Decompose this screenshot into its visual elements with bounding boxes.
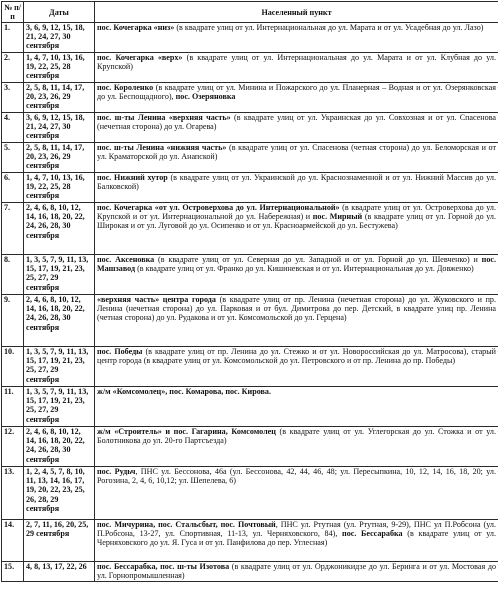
row-settlement [95, 387, 499, 427]
row-number: 3. [2, 83, 24, 113]
row-settlement [95, 295, 499, 347]
street-range: (в квадрате улиц от ул. Орджоникидзе до ул. Беринга и от ул. Мостовая до ул. Горнопромышленная) [97, 562, 496, 581]
table-header-row [2, 2, 499, 23]
settlement-name: пос. Кочегарка «от ул. Островерхова до ул. Интернациональной» [97, 203, 340, 212]
row-settlement [95, 143, 499, 173]
street-range: (в квадрате улиц от ул. Северная до ул. Западной и от ул. Горной до ул. Шевченко) и [154, 255, 482, 264]
row-dates: 1, 3, 5, 7, 9, 11, 13, 15, 17, 19, 21, 23, 25, 27, 29 сентября [24, 387, 95, 427]
street-range: (в квадрате улиц от ул. Украинской до ул. Краснознаменной и от ул. Нижний Массив до ул. Балковской) [97, 173, 496, 192]
row-number: 5. [2, 143, 24, 173]
row-number: 2. [2, 53, 24, 83]
settlement-name: пос. Аксеновка [97, 255, 155, 264]
settlement-name: пос. Короленко [97, 83, 154, 92]
row-settlement [95, 427, 499, 467]
table-row [2, 113, 499, 143]
table-body [2, 23, 499, 582]
row-number: 10. [2, 347, 24, 387]
row-settlement [95, 562, 499, 582]
street-range: (в квадрате улиц от ул. Минина и Пожарского до ул. Планерная – Водная и от ул. Озерянковская до ул. Беспощадного), [97, 83, 496, 102]
street-range: (в квадрате улиц от ул. Франко до ул. Кишиневская и от ул. Интернациональная до ул. Довженко) [135, 264, 474, 274]
settlement-name: пос. Рудьч [97, 467, 136, 476]
settlement-name: ж/м «Строитель» и пос. Гагарина, Комсомолец [97, 427, 276, 436]
row-number: 9. [2, 295, 24, 347]
street-range: (в квадрате улиц от ул. Интернациональная до ул. Марата и от ул. Клубная до ул. Крупской) [97, 53, 496, 72]
settlement-name: пос. ш-ты Ленина «нижняя часть» [97, 143, 227, 152]
water-schedule-table [1, 1, 498, 582]
row-settlement [95, 347, 499, 387]
row-settlement [95, 23, 499, 53]
street-range: , ПНС ул. Бессонова, 46а (ул. Бессонова, 42, 44, 46, 48; ул. Пересыпкина, 10, 12, 14, 16, 18, 20; ул. Рогозина, 2, 4, 6, 10,12; ул. Шепелева, 6) [97, 467, 496, 486]
settlement-name: пос. Кочегарка «низ» [97, 23, 175, 32]
street-range: (в квадрате улиц от ул. Украинская до ул. Совхозная и от ул. Спасенова (нечетная сторона) до ул. Огарева) [97, 113, 496, 132]
settlement-name: пос. Машзавод [97, 255, 496, 274]
row-number: 11. [2, 387, 24, 427]
row-number: 15. [2, 562, 24, 582]
street-range: (в квадрате улиц от ул. Спасенова (четная сторона) до ул. Беломорская и от ул. Краматорской до ул. Анапской) [97, 143, 496, 162]
table-row [2, 520, 499, 562]
table-row [2, 53, 499, 83]
table-row [2, 562, 499, 582]
table-row [2, 347, 499, 387]
settlement-name: пос. Победы [97, 347, 143, 356]
street-range: (в квадрате улиц от ул. Черняховского до ул. Я. Гуса и от ул. Панфилова до пер. Углесная) [97, 529, 496, 548]
row-dates: 2, 4, 6, 8, 10, 12, 14, 16, 18, 20, 22, 24, 26, 28, 30 сентября [24, 427, 95, 467]
row-number: 8. [2, 255, 24, 295]
row-dates: 3, 6, 9, 12, 15, 18, 21, 24, 27, 30 сентября [24, 23, 95, 53]
table-row [2, 295, 499, 347]
table-row [2, 427, 499, 467]
row-settlement [95, 467, 499, 520]
row-settlement [95, 255, 499, 295]
header-settlement: Населенный пункт [95, 2, 499, 23]
row-settlement [95, 173, 499, 203]
header-dates: Даты [24, 2, 95, 23]
row-dates: 1, 4, 7, 10, 13, 16, 19, 22, 25, 28 сентября [24, 173, 95, 203]
street-range: (в квадрате улиц от пр. Ленина (нечетная сторона) до ул. Жуковского и пр. Ленина (нечетная сторона) до ул. Парковая и от бул. Димитрова до пер. Детский, в квадрате улиц пр. Ленина (четная сторона) до ул. Рудакова и от ул. Комсомольской до ул. Герцена) [97, 295, 496, 323]
settlement-name: пос. Мирный [312, 212, 363, 222]
row-number: 14. [2, 520, 24, 562]
row-settlement [95, 203, 499, 255]
settlement-name: пос. Бессарабка [342, 529, 403, 539]
row-dates: 2, 7, 11, 16, 20, 25, 29 сентября [24, 520, 95, 562]
row-number: 6. [2, 173, 24, 203]
table-row [2, 83, 499, 113]
row-dates: 2, 5, 8, 11, 14, 17, 20, 23, 26, 29 сентября [24, 143, 95, 173]
row-settlement [95, 520, 499, 562]
row-dates: 2, 4, 6, 8, 10, 12, 14, 16, 18, 20, 22, 24, 26, 28, 30 сентября [24, 295, 95, 347]
settlement-name: пос. Бессарабка, пос. ш-ты Изотова [97, 562, 230, 571]
table-row [2, 387, 499, 427]
table-row [2, 173, 499, 203]
settlement-name: пос. ш-ты Ленина «верхняя часть» [97, 113, 231, 122]
street-range: , ПНС ул. Ртутная (ул. Ртутная, 9-29), ПНС ул П.Робсона (ул. П.Робсона, 13-27, ул. Спортивная, 11-13, ул. Черняховского, 84), [97, 520, 496, 539]
table-row [2, 23, 499, 53]
row-settlement [95, 53, 499, 83]
settlement-name: ж/м «Комсомолец», пос. Комарова, пос. Кирова. [97, 387, 271, 396]
street-range: (в квадрате улиц от ул. Горной до ул. Широкая и от ул. Луговой до ул. Осипенко и от ул. Красноармейской до ул. Бестужева) [97, 212, 496, 231]
row-dates: 1, 3, 5, 7, 9, 11, 13, 15, 17, 19, 21, 23, 25, 27, 29 сентября [24, 255, 95, 295]
header-number: № п/п [2, 2, 24, 23]
street-range: (в квадрате улиц от ул. Островерхова до ул. Крупской и от ул. Интернациональной до ул. Набережная) и [97, 203, 496, 222]
row-settlement [95, 83, 499, 113]
table-row [2, 255, 499, 295]
row-dates: 3, 6, 9, 12, 15, 18, 21, 24, 27, 30 сентября [24, 113, 95, 143]
row-dates: 1, 3, 5, 7, 9, 11, 13, 15, 17, 19, 21, 23, 25, 27, 29 сентября [24, 347, 95, 387]
settlement-name: пос. Мичурина, пос. Стальсбыт, пос. Почтовый [97, 520, 276, 529]
settlement-name: «верхняя часть» центра города [97, 295, 216, 304]
row-dates: 4, 8, 13, 17, 22, 26 [24, 562, 95, 582]
street-range: (в квадрате улиц от ул. Углегорская до ул. Стожка и от ул. Болотникова до ул. 20-го Партсъезда) [97, 427, 496, 446]
row-number: 13. [2, 467, 24, 520]
row-dates: 1, 2, 4, 5, 7, 8, 10, 11, 13, 14, 16, 17, 19, 20, 22, 23, 25, 26, 28, 29 сентября [24, 467, 95, 520]
settlement-name: пос. Нижний хутор [97, 173, 168, 182]
settlement-name: пос. Кочегарка «верх» [97, 53, 183, 62]
schedule-document [1, 1, 498, 591]
row-dates: 2, 4, 6, 8, 10, 12, 14, 16, 18, 20, 22, 24, 26, 28, 30 сентября [24, 203, 95, 255]
table-row [2, 143, 499, 173]
row-dates: 1, 4, 7, 10, 13, 16, 19, 22, 25, 28 сентября [24, 53, 95, 83]
street-range: (в квадрате улиц от пр. Ленина до ул. Стежко и от ул. Новороссийская до ул. Матросова), старый центр города (в квадрате улиц от ул. Комсомольской до ул. Петровского и от пр. Ленина до пр. Победы) [97, 347, 496, 366]
street-range: (в квадрате улиц от ул. Интернациональная до ул. Марата и от ул. Усадебная до ул. Лазо) [174, 23, 484, 32]
row-number: 12. [2, 427, 24, 467]
settlement-name: пос. Озеряновка [175, 92, 236, 102]
row-number: 1. [2, 23, 24, 53]
row-settlement [95, 113, 499, 143]
table-row [2, 203, 499, 255]
row-number: 4. [2, 113, 24, 143]
row-dates: 2, 5, 8, 11, 14, 17, 20, 23, 26, 29 сентября [24, 83, 95, 113]
table-row [2, 467, 499, 520]
row-number: 7. [2, 203, 24, 255]
